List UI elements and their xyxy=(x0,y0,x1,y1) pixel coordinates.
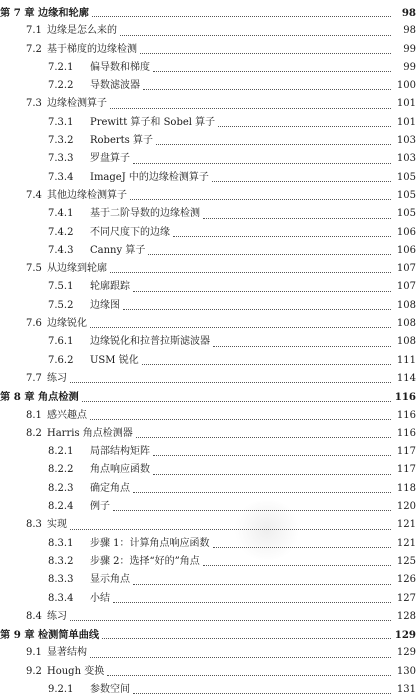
toc-entry-title: 显示角点 xyxy=(90,574,130,586)
toc-page-number: 121 xyxy=(396,537,416,549)
toc-entry-title: 检测简单曲线 xyxy=(38,629,100,642)
toc-entry-number: 9.2.1 xyxy=(48,683,74,695)
toc-entry-title: 小结 xyxy=(90,592,110,604)
toc-entry-title: 基于二阶导数的边缘检测 xyxy=(90,208,200,220)
toc-page-number: 117 xyxy=(396,446,416,458)
toc-entry-title: 基于梯度的边缘检测 xyxy=(47,43,137,55)
toc-entry-title: USM 锐化 xyxy=(90,354,139,366)
dot-leader xyxy=(213,345,391,347)
toc-entry-title: Canny 算子 xyxy=(90,244,146,256)
toc-subsection-row xyxy=(0,498,419,516)
toc-entry-number: 8.3.2 xyxy=(48,555,74,567)
toc-entry-number: 7.5.2 xyxy=(48,299,74,311)
toc-page-number: 128 xyxy=(396,610,416,622)
toc-section-row xyxy=(0,663,419,681)
toc-page-number: 118 xyxy=(396,482,416,494)
toc-entry-number: 8.3.3 xyxy=(48,574,74,586)
toc-subsection-row xyxy=(0,553,419,571)
toc-subsection-row xyxy=(0,461,419,479)
toc-page-number: 106 xyxy=(396,226,416,238)
dot-leader xyxy=(70,381,391,383)
toc-entry-number: 7.2 xyxy=(26,43,42,55)
dot-leader xyxy=(212,180,391,182)
dot-leader xyxy=(153,454,391,456)
toc-page-number: 131 xyxy=(396,683,416,695)
toc-section-row xyxy=(0,370,419,388)
dot-leader xyxy=(136,436,391,438)
toc-page-number: 101 xyxy=(396,98,416,110)
toc-entry-title: 参数空间 xyxy=(90,683,130,695)
toc-section-row xyxy=(0,22,419,40)
toc-entry-number: 8.3.1 xyxy=(48,537,74,549)
dot-leader xyxy=(123,308,391,310)
toc-entry-number: 7.4.2 xyxy=(48,226,74,238)
toc-subsection-row xyxy=(0,77,419,95)
toc-entry-number: 7.6 xyxy=(26,318,42,330)
toc-subsection-row xyxy=(0,169,419,187)
toc-page-number: 103 xyxy=(396,135,416,147)
dot-leader xyxy=(133,491,391,493)
toc-entry-number: 7.6.2 xyxy=(48,354,74,366)
dot-leader xyxy=(173,235,391,237)
toc-subsection-row xyxy=(0,114,419,132)
dot-leader xyxy=(107,674,391,676)
toc-entry-title: 步骤 1：计算角点响应函数 xyxy=(90,537,210,549)
toc-entry-number: 7.4 xyxy=(26,189,42,201)
dot-leader xyxy=(203,217,391,219)
toc-chapter-row xyxy=(0,388,419,406)
toc-entry-title: 罗盘算子 xyxy=(90,153,130,165)
toc-page-number: 130 xyxy=(396,665,416,677)
toc-entry-number: 7.3 xyxy=(26,98,42,110)
toc-entry-number: 8.3.4 xyxy=(48,592,74,604)
dot-leader xyxy=(143,88,391,90)
toc-entry-number: 7.3.1 xyxy=(48,116,74,128)
toc-page-number: 126 xyxy=(396,574,416,586)
toc-subsection-row xyxy=(0,59,419,77)
toc-entry-number: 8.2.2 xyxy=(48,464,74,476)
toc-page-number: 108 xyxy=(396,299,416,311)
toc-page-number: 105 xyxy=(396,208,416,220)
toc-entry-number: 8.2.1 xyxy=(48,446,74,458)
toc-page-number: 101 xyxy=(396,116,416,128)
toc-entry-title: 确定角点 xyxy=(90,482,130,494)
dot-leader xyxy=(113,601,391,603)
toc-entry-number: 第 8 章 xyxy=(0,391,35,404)
toc-entry-number: 7.7 xyxy=(26,372,42,384)
dot-leader xyxy=(92,15,391,17)
toc-entry-title: Prewitt 算子和 Sobel 算子 xyxy=(90,116,216,128)
toc-subsection-row xyxy=(0,224,419,242)
toc-page-number: 98 xyxy=(401,7,416,19)
toc-entry-title: Hough 变换 xyxy=(47,665,105,677)
toc-entry-number: 8.2.3 xyxy=(48,482,74,494)
dot-leader xyxy=(133,290,391,292)
toc-subsection-row xyxy=(0,333,419,351)
toc-entry-number: 7.2.2 xyxy=(48,80,74,92)
toc-entry-title: 角点响应函数 xyxy=(90,464,150,476)
toc-entry-title: 偏导数和梯度 xyxy=(90,61,150,73)
toc-page-number: 117 xyxy=(396,464,416,476)
toc-page-number: 120 xyxy=(396,501,416,513)
toc-chapter-row xyxy=(0,4,419,22)
toc-entry-title: 显著结构 xyxy=(47,647,87,659)
toc-entry-number: 7.3.3 xyxy=(48,153,74,165)
toc-page-number: 116 xyxy=(394,391,416,404)
toc-entry-title: ImageJ 中的边缘检测算子 xyxy=(90,171,209,183)
toc-entry-title: 边缘和轮廓 xyxy=(38,7,89,19)
toc-entry-title: 练习 xyxy=(47,372,67,384)
toc-entry-number: 7.4.3 xyxy=(48,244,74,256)
dot-leader xyxy=(213,546,391,548)
toc-page-number: 108 xyxy=(396,318,416,330)
toc-entry-title: 边缘锐化和拉普拉斯滤波器 xyxy=(90,336,210,348)
toc-entry-number: 7.2.1 xyxy=(48,61,74,73)
toc-entry-title: Harris 角点检测器 xyxy=(47,427,133,439)
dot-leader xyxy=(156,143,391,145)
dot-leader xyxy=(153,473,391,475)
toc-entry-title: 导数滤波器 xyxy=(90,80,140,92)
dot-leader xyxy=(218,125,391,127)
toc-entry-title: 边缘检测算子 xyxy=(47,98,107,110)
toc-entry-title: 角点检测 xyxy=(38,391,79,404)
toc-subsection-row xyxy=(0,132,419,150)
dot-leader xyxy=(142,363,391,365)
toc-entry-title: 从边缘到轮廓 xyxy=(47,263,107,275)
dot-leader xyxy=(90,326,391,328)
dot-leader xyxy=(90,418,391,420)
toc-entry-number: 7.5.1 xyxy=(48,281,74,293)
toc-subsection-row xyxy=(0,443,419,461)
toc-entry-title: 其他边缘检测算子 xyxy=(47,189,127,201)
dot-leader xyxy=(120,34,391,36)
toc-page-number: 105 xyxy=(396,171,416,183)
dot-leader xyxy=(82,400,391,402)
toc-entry-number: 9.2 xyxy=(26,665,42,677)
toc-section-row xyxy=(0,407,419,425)
toc-entry-number: 8.2.4 xyxy=(48,501,74,513)
toc-page-number: 106 xyxy=(396,244,416,256)
toc-page-number: 99 xyxy=(403,61,416,73)
toc-page-number: 116 xyxy=(396,427,416,439)
toc-subsection-row xyxy=(0,590,419,608)
toc-page-number: 127 xyxy=(396,592,416,604)
dot-leader xyxy=(102,637,391,639)
toc-entry-number: 第 9 章 xyxy=(0,629,35,642)
dot-leader xyxy=(133,583,391,585)
toc-entry-title: 不同尺度下的边缘 xyxy=(90,226,170,238)
toc-entry-title: 例子 xyxy=(90,501,110,513)
toc-entry-title: 感兴趣点 xyxy=(47,409,87,421)
dot-leader xyxy=(203,564,391,566)
dot-leader xyxy=(110,107,391,109)
toc-subsection-row xyxy=(0,681,419,699)
dot-leader xyxy=(133,162,391,164)
toc-page-number: 129 xyxy=(396,647,416,659)
toc-section-row xyxy=(0,95,419,113)
toc-entry-number: 第 7 章 xyxy=(0,7,35,19)
toc-page-number: 125 xyxy=(396,555,416,567)
toc-entry-title: 练习 xyxy=(47,610,67,622)
toc-page-number: 98 xyxy=(403,25,416,37)
toc-subsection-row xyxy=(0,297,419,315)
toc-page-number: 99 xyxy=(403,43,416,55)
toc-page-number: 103 xyxy=(396,153,416,165)
toc-section-row xyxy=(0,260,419,278)
toc-entry-title: 边缘锐化 xyxy=(47,318,87,330)
toc-entry-number: 7.3.2 xyxy=(48,135,74,147)
toc-subsection-row xyxy=(0,242,419,260)
dot-leader xyxy=(110,271,391,273)
toc-page-number: 111 xyxy=(396,354,416,366)
toc-entry-number: 7.6.1 xyxy=(48,336,74,348)
toc-page-number: 108 xyxy=(396,336,416,348)
toc-section-row xyxy=(0,608,419,626)
toc-entry-number: 7.1 xyxy=(26,25,42,37)
toc-page-number: 121 xyxy=(396,519,416,531)
toc-entry-title: 局部结构矩阵 xyxy=(90,446,150,458)
dot-leader xyxy=(130,198,391,200)
toc-page-number: 129 xyxy=(394,629,416,642)
toc-subsection-row xyxy=(0,278,419,296)
dot-leader xyxy=(113,509,391,511)
toc-entry-title: 实现 xyxy=(47,519,67,531)
toc-section-row xyxy=(0,315,419,333)
toc-entry-number: 8.4 xyxy=(26,610,42,622)
toc-subsection-row xyxy=(0,535,419,553)
toc-entry-title: 边缘是怎么来的 xyxy=(47,25,117,37)
toc-entry-number: 8.1 xyxy=(26,409,42,421)
toc-entry-number: 8.3 xyxy=(26,519,42,531)
toc-entry-number: 8.2 xyxy=(26,427,42,439)
dot-leader xyxy=(140,52,391,54)
toc-section-row xyxy=(0,187,419,205)
toc-subsection-row xyxy=(0,150,419,168)
toc-page-number: 107 xyxy=(396,263,416,275)
toc-page-number: 105 xyxy=(396,189,416,201)
toc-subsection-row xyxy=(0,205,419,223)
toc-subsection-row xyxy=(0,480,419,498)
toc-page-number: 107 xyxy=(396,281,416,293)
dot-leader xyxy=(133,692,391,694)
toc-entry-title: 步骤 2：选择“好的”角点 xyxy=(90,555,200,567)
dot-leader xyxy=(148,253,391,255)
toc-page-number: 100 xyxy=(396,80,416,92)
toc-entry-number: 7.3.4 xyxy=(48,171,74,183)
dot-leader xyxy=(70,619,391,621)
toc-entry-title: 轮廓跟踪 xyxy=(90,281,130,293)
toc-entry-number: 9.1 xyxy=(26,647,42,659)
toc-entry-title: Roberts 算子 xyxy=(90,135,153,147)
dot-leader xyxy=(153,70,391,72)
dot-leader xyxy=(70,528,391,530)
dot-leader xyxy=(90,656,391,658)
toc-entry-number: 7.5 xyxy=(26,263,42,275)
toc-subsection-row xyxy=(0,352,419,370)
toc-page-number: 114 xyxy=(396,372,416,384)
toc-entry-title: 边缘图 xyxy=(90,299,120,311)
toc-subsection-row xyxy=(0,571,419,589)
toc-section-row xyxy=(0,516,419,534)
toc-section-row xyxy=(0,425,419,443)
toc-entry-number: 7.4.1 xyxy=(48,208,74,220)
toc-page-number: 116 xyxy=(396,409,416,421)
toc-section-row xyxy=(0,644,419,662)
toc-chapter-row xyxy=(0,626,419,644)
toc-section-row xyxy=(0,41,419,59)
